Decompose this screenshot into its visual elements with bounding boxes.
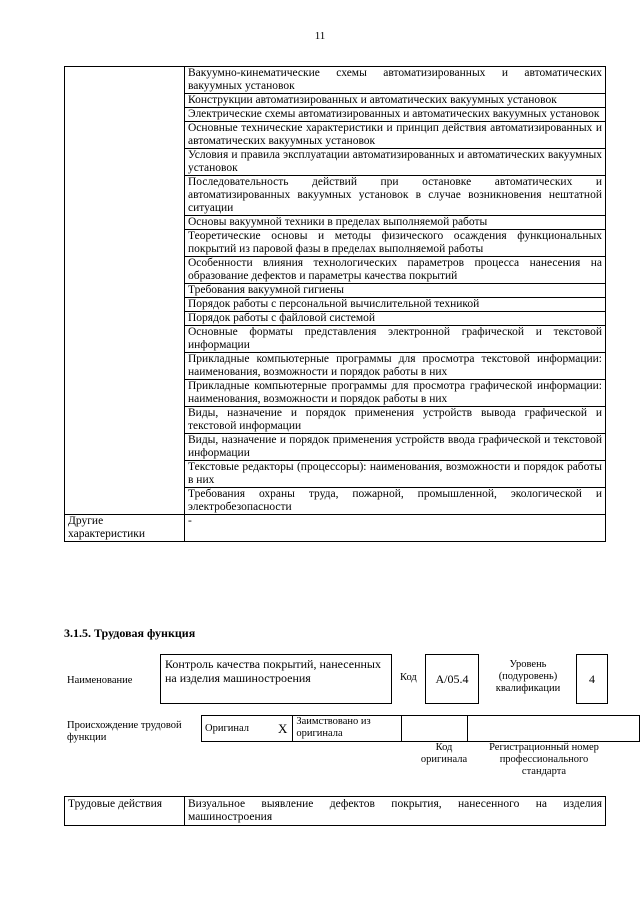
code-original-cell (401, 716, 467, 742)
knowledge-item: Основы вакуумной техники в пределах выполняемой работы (185, 216, 606, 230)
knowledge-item: Последовательность действий при остановке автоматических и автоматизированных вакуумных установок в случае возникновения нештатной ситуации (185, 176, 606, 216)
knowledge-item: Требования охраны труда, пожарной, промышленной, экологической и электробезопасности (185, 488, 606, 515)
knowledge-item: Порядок работы с персональной вычислительной техникой (185, 298, 606, 312)
reg-number-cell (467, 716, 639, 742)
knowledge-item: Требования вакуумной гигиены (185, 284, 606, 298)
knowledge-label-cell (65, 67, 185, 515)
code-value: A/05.4 (435, 672, 469, 686)
actions-item: Визуальное выявление дефектов покрытия, нанесенного на изделия машиностроения (185, 797, 606, 826)
knowledge-item: Основные технические характеристики и принцип действия автоматизированных и автоматических вакуумных установок (185, 122, 606, 149)
knowledge-item: Прикладные компьютерные программы для просмотра графической информации: наименования, возможности и порядок работы в них (185, 380, 606, 407)
actions-table (64, 796, 606, 826)
knowledge-item: Прикладные компьютерные программы для просмотра текстовой информации: наименования, возможности и порядок работы в них (185, 353, 606, 380)
function-name: Контроль качества покрытий, нанесенных на изделия машиностроения (165, 657, 381, 685)
borrowed-label: Заимствовано из оригинала (296, 716, 371, 739)
level-box (576, 654, 608, 704)
other-value: - (185, 515, 606, 542)
original-mark: X (273, 716, 293, 742)
code-label: Код (400, 672, 417, 683)
origin-label: Происхождение трудовой функции (67, 720, 182, 743)
knowledge-item: Условия и правила эксплуатации автоматизированных и автоматических вакуумных установок (185, 149, 606, 176)
level-value: 4 (589, 672, 595, 686)
borrowed-cell (293, 716, 401, 742)
origin-table (201, 715, 640, 742)
section-heading: 3.1.5. Трудовая функция (64, 626, 196, 640)
code-original-label: Код оригинала (420, 742, 468, 765)
function-name-box (160, 654, 392, 704)
knowledge-item: Электрические схемы автоматизированных и автоматических вакуумных установок (185, 108, 606, 122)
original-label: Оригинал (205, 722, 249, 734)
page-number: 11 (314, 30, 326, 42)
level-label: Уровень (подуровень) квалификации (495, 659, 561, 694)
knowledge-item: Текстовые редакторы (процессоры): наименования, возможности и порядок работы в них (185, 461, 606, 488)
knowledge-item: Теоретические основы и методы физического осаждения функциональных покрытий из паровой фазы в пределах выполняемой работы (185, 230, 606, 257)
reg-number-label: Регистрационный номер профессионального стандарта (489, 742, 599, 777)
knowledge-row (65, 67, 606, 94)
knowledge-item: Основные форматы представления электронной графической и текстовой информации (185, 326, 606, 353)
knowledge-item: Виды, назначение и порядок применения устройств ввода графической и текстовой информации (185, 434, 606, 461)
original-cell (202, 716, 273, 742)
other-row (65, 515, 606, 542)
knowledge-item: Конструкции автоматизированных и автоматических вакуумных установок (185, 94, 606, 108)
actions-label: Трудовые действия (65, 797, 185, 826)
knowledge-item: Виды, назначение и порядок применения устройств вывода графической и текстовой информации (185, 407, 606, 434)
knowledge-item: Порядок работы с файловой системой (185, 312, 606, 326)
knowledge-item: Особенности влияния технологических параметров процесса нанесения на образование дефектов и параметры качества покрытий (185, 257, 606, 284)
knowledge-item: Вакуумно-кинематические схемы автоматизированных и автоматических вакуумных установок (185, 67, 606, 94)
knowledge-table (64, 66, 606, 542)
other-label: Другие характеристики (65, 515, 185, 542)
code-box (425, 654, 479, 704)
name-label: Наименование (67, 675, 133, 686)
